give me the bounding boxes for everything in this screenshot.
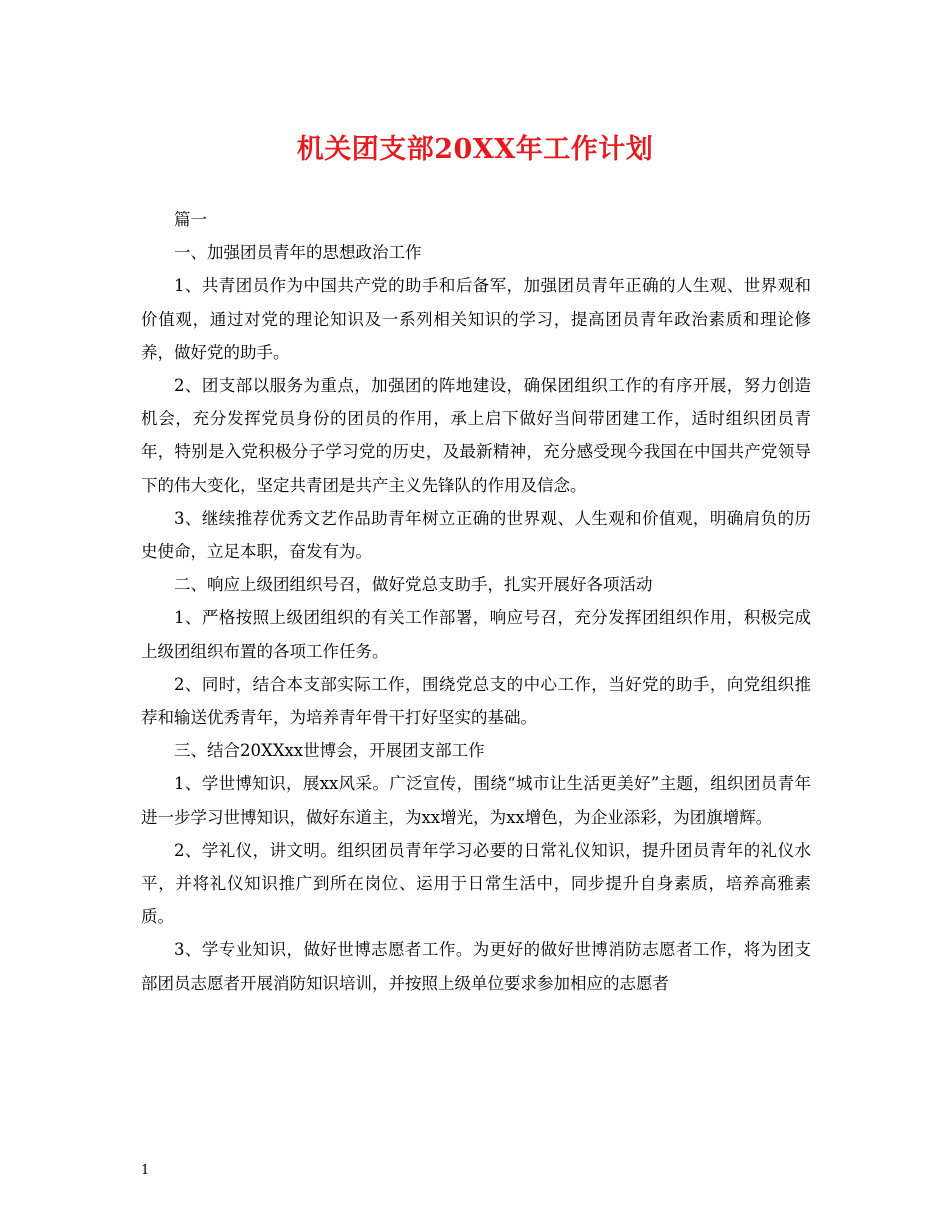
paragraph: 1、严格按照上级团组织的有关工作部署，响应号召，充分发挥团组织作用，积极完成上级团组织布置的各项工作任务。 — [141, 608, 811, 661]
paragraph: 3、学专业知识，做好世博志愿者工作。为更好的做好世博消防志愿者工作，将为团支部团员志愿者开展消防知识培训，并按照上级单位要求参加相应的志愿者 — [141, 940, 811, 993]
paragraph: 3、继续推荐优秀文艺作品助青年树立正确的世界观、人生观和价值观，明确肩负的历史使命，立足本职，奋发有为。 — [141, 508, 811, 562]
paragraph: 1、学世博知识，展xx风采。广泛宣传，围绕“城市让生活更美好”主题，组织团员青年进一步学习世博知识，做好东道主，为xx增光，为xx增色，为企业添彩，为团旗增辉。 — [141, 774, 811, 827]
paragraph-heading-3: 三、结合20XXxx世博会，开展团支部工作 — [174, 741, 485, 761]
paragraph: 1、共青团员作为中国共产党的助手和后备军，加强团员青年正确的人生观、世界观和价值观，通过对党的理论知识及一系列相关知识的学习，提高团员青年政治素质和理论修养，做好党的助手。 — [141, 276, 811, 362]
paragraph-heading-2: 二、响应上级团组织号召，做好党总支助手，扎实开展好各项活动 — [174, 575, 653, 595]
paragraph: 2、学礼仪，讲文明。组织团员青年学习必要的日常礼仪知识，提升团员青年的礼仪水平，并将礼仪知识推广到所在岗位、运用于日常生活中，同步提升自身素质，培养高雅素质。 — [141, 840, 811, 927]
page-number: 1 — [141, 1163, 150, 1178]
paragraph-heading-1: 一、加强团员青年的思想政治工作 — [174, 243, 422, 263]
paragraph: 2、同时，结合本支部实际工作，围绕党总支的中心工作，当好党的助手，向党组织推荐和输送优秀青年，为培养青年骨干打好坚实的基础。 — [141, 674, 811, 728]
document-title: 机关团支部20XX年工作计划 — [296, 134, 654, 165]
paragraph: 2、团支部以服务为重点，加强团的阵地建设，确保团组织工作的有序开展，努力创造机会，充分发挥党员身份的团员的作用，承上启下做好当间带团建工作，适时组织团员青年，特别是入党积极分子学习党的历史，及最新精神，充分感受现今我国在中国共产党领导下的伟大变化，坚定共青团是共产主义先锋队的作用及信念。 — [141, 376, 811, 495]
document-body — [141, 203, 811, 1000]
paragraph-section-label: 篇一 — [174, 210, 207, 229]
